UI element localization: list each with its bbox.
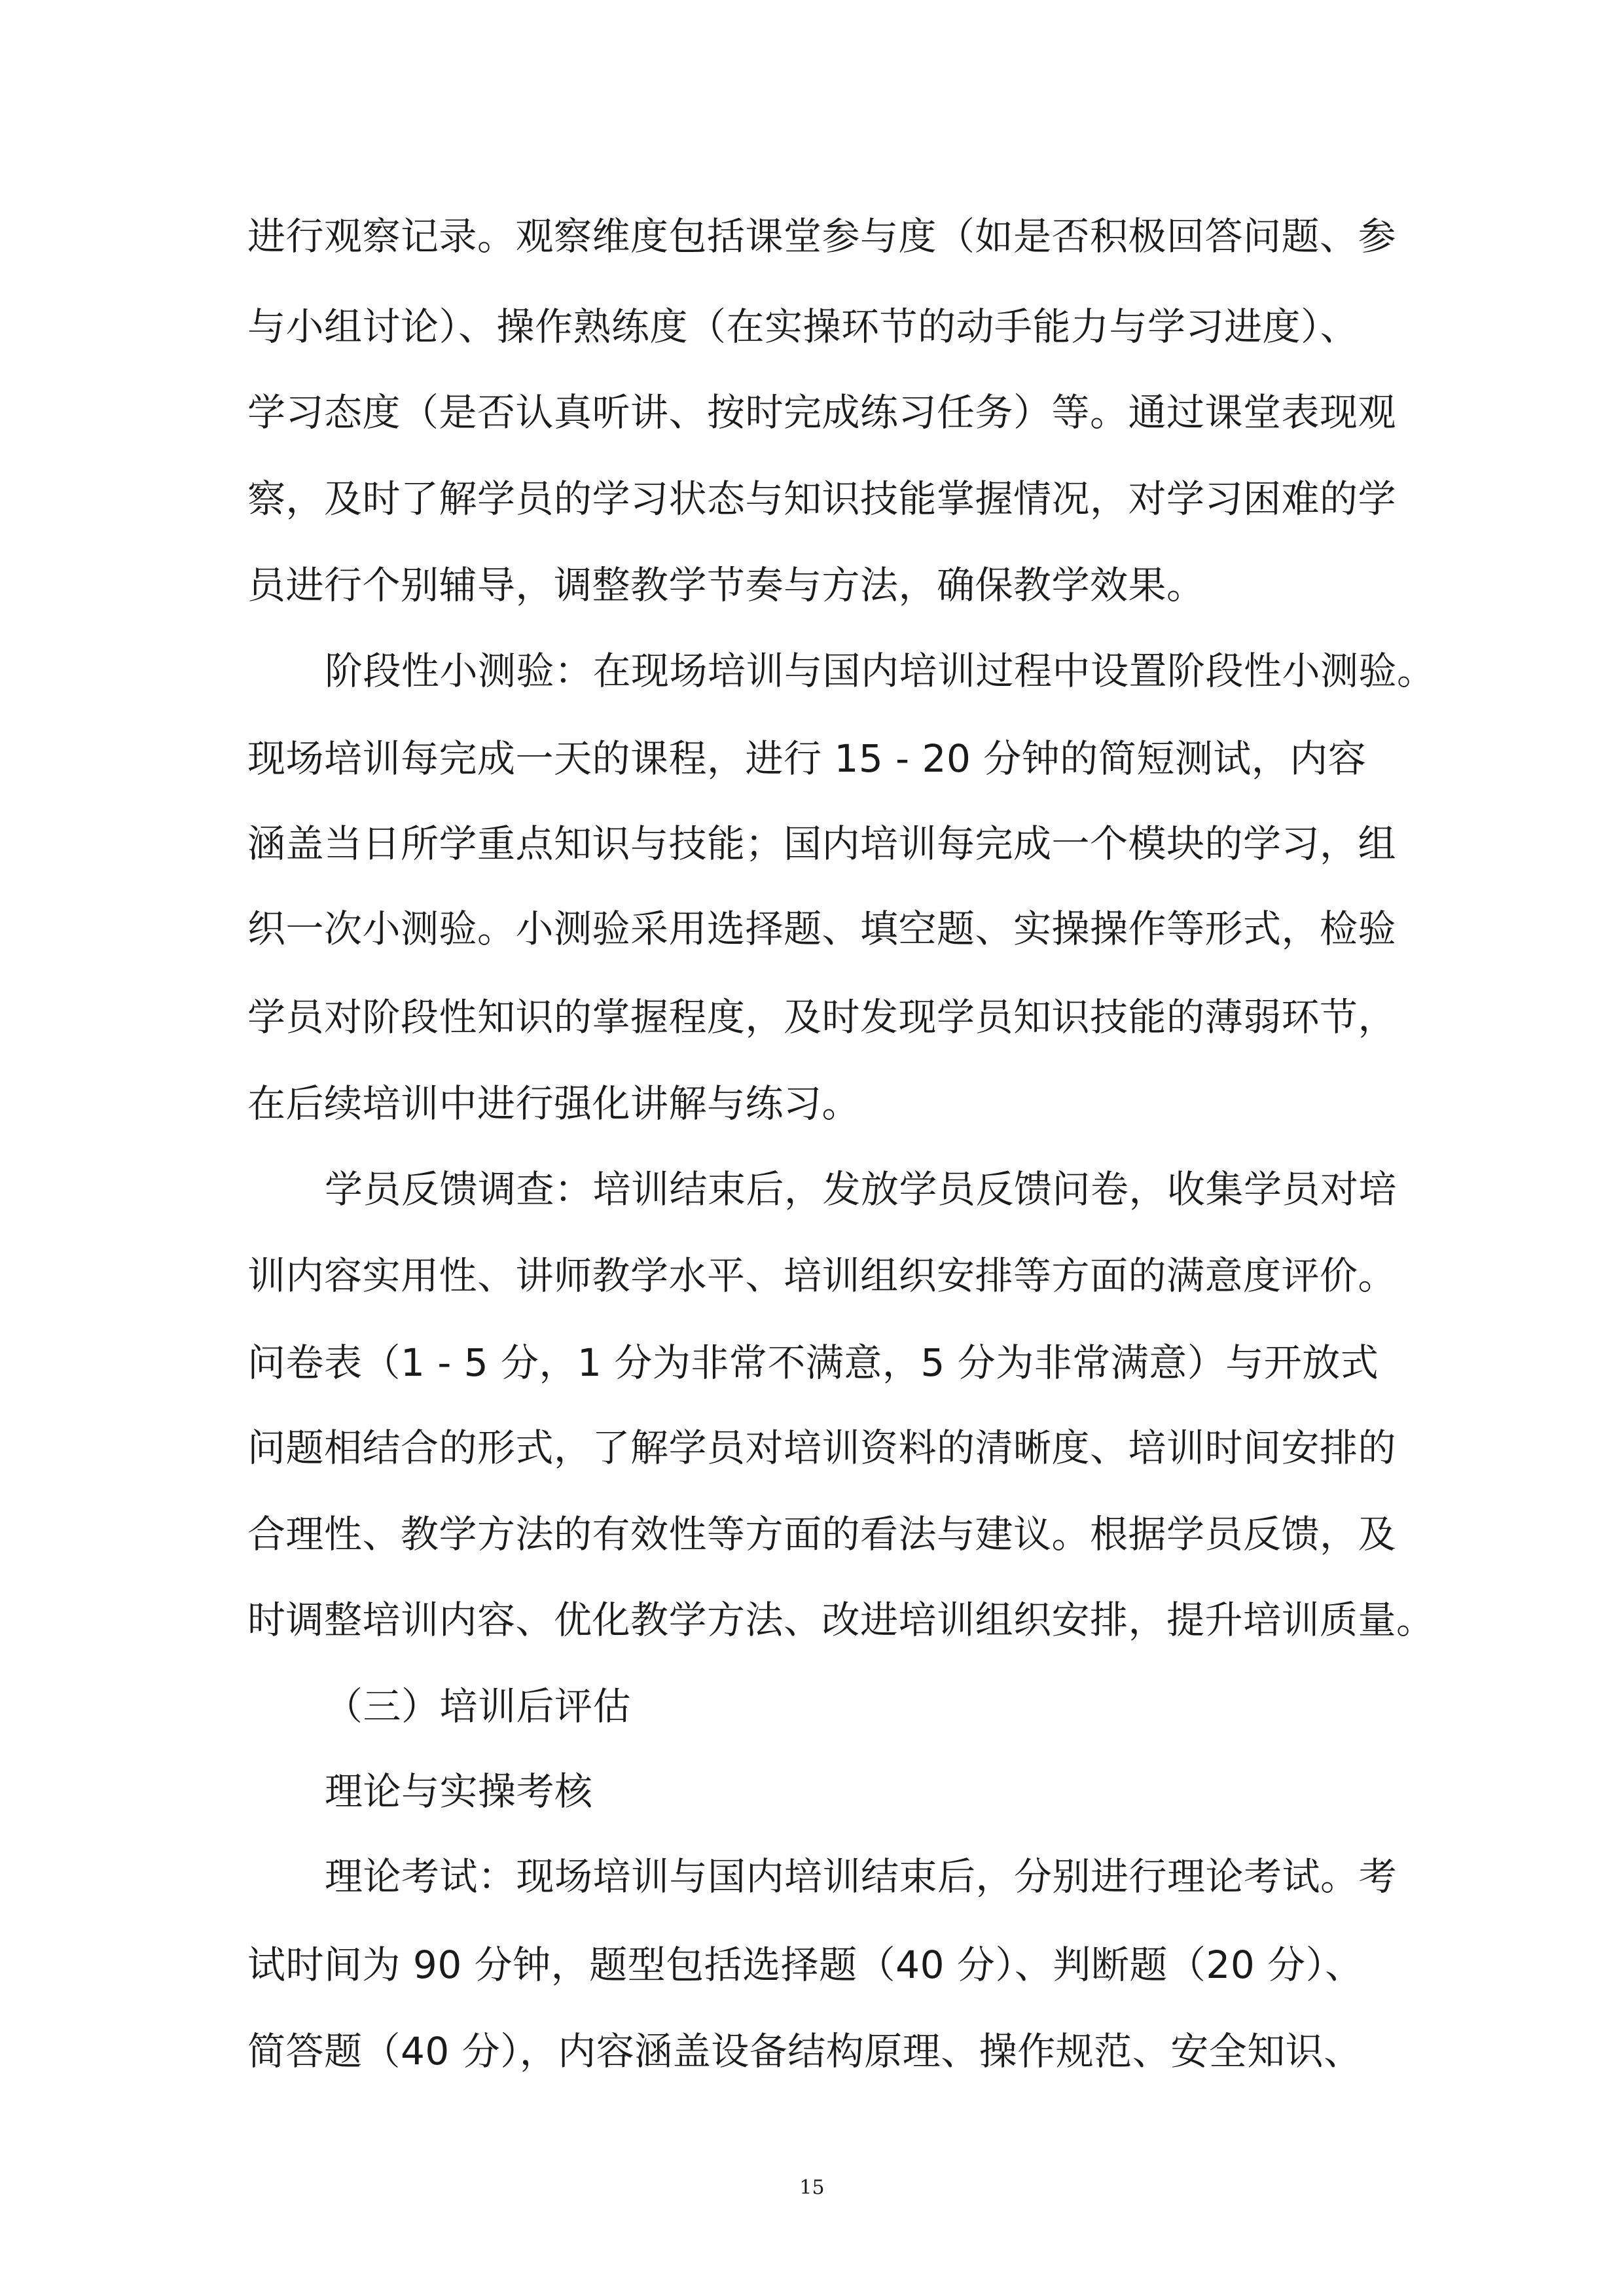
paragraph-line: 学员对阶段性知识的掌握程度，及时发现学员知识技能的薄弱环节， xyxy=(247,995,1397,1039)
paragraph-line: 试时间为 90 分钟，题型包括选择题（40 分）、判断题（20 分）、 xyxy=(247,1943,1363,1987)
paragraph-line: 合理性、教学方法的有效性等方面的看法与建议。根据学员反馈，及 xyxy=(247,1512,1397,1556)
paragraph-line: 训内容实用性、讲师教学水平、培训组织安排等方面的满意度评价。 xyxy=(247,1253,1397,1298)
paragraph-line: 理论考试：现场培训与国内培训结束后，分别进行理论考试。考 xyxy=(325,1854,1398,1899)
paragraph-line: 织一次小测验。小测验采用选择题、填空题、实操操作等形式，检验 xyxy=(247,906,1397,951)
paragraph-line: 学员反馈调查：培训结束后，发放学员反馈问卷，收集学员对培 xyxy=(325,1167,1398,1211)
paragraph-line: 简答题（40 分），内容涵盖设备结构原理、操作规范、安全知识、 xyxy=(247,2029,1362,2073)
paragraph-line: 学习态度（是否认真听讲、按时完成练习任务）等。通过课堂表现观 xyxy=(247,390,1397,435)
paragraph-line: 问卷表（1 - 5 分，1 分为非常不满意，5 分为非常满意）与开放式 xyxy=(247,1340,1379,1385)
paragraph-line: 阶段性小测验：在现场培训与国内培训过程中设置阶段性小测验。 xyxy=(325,649,1435,693)
subsection-heading: 理论与实操考核 xyxy=(325,1769,593,1814)
paragraph-line: 在后续培训中进行强化讲解与练习。 xyxy=(247,1081,861,1126)
section-heading: （三）培训后评估 xyxy=(325,1684,632,1729)
paragraph-line: 问题相结合的形式，了解学员对培训资料的清晰度、培训时间安排的 xyxy=(247,1426,1397,1470)
paragraph-line: 与小组讨论）、操作熟练度（在实操环节的动手能力与学习进度）、 xyxy=(247,304,1359,349)
paragraph-line: 察，及时了解学员的学习状态与知识技能掌握情况，对学习困难的学 xyxy=(247,476,1397,521)
paragraph-line: 时调整培训内容、优化教学方法、改进培训组织安排，提升培训质量。 xyxy=(247,1598,1435,1642)
page-number: 15 xyxy=(799,2176,825,2199)
paragraph-line: 现场培训每完成一天的课程，进行 15 - 20 分钟的简短测试，内容 xyxy=(247,736,1367,781)
paragraph-line: 进行观察记录。观察维度包括课堂参与度（如是否积极回答问题、参 xyxy=(247,214,1397,259)
paragraph-line: 员进行个别辅导，调整教学节奏与方法，确保教学效果。 xyxy=(247,563,1205,607)
paragraph-line: 涵盖当日所学重点知识与技能；国内培训每完成一个模块的学习，组 xyxy=(247,821,1397,866)
